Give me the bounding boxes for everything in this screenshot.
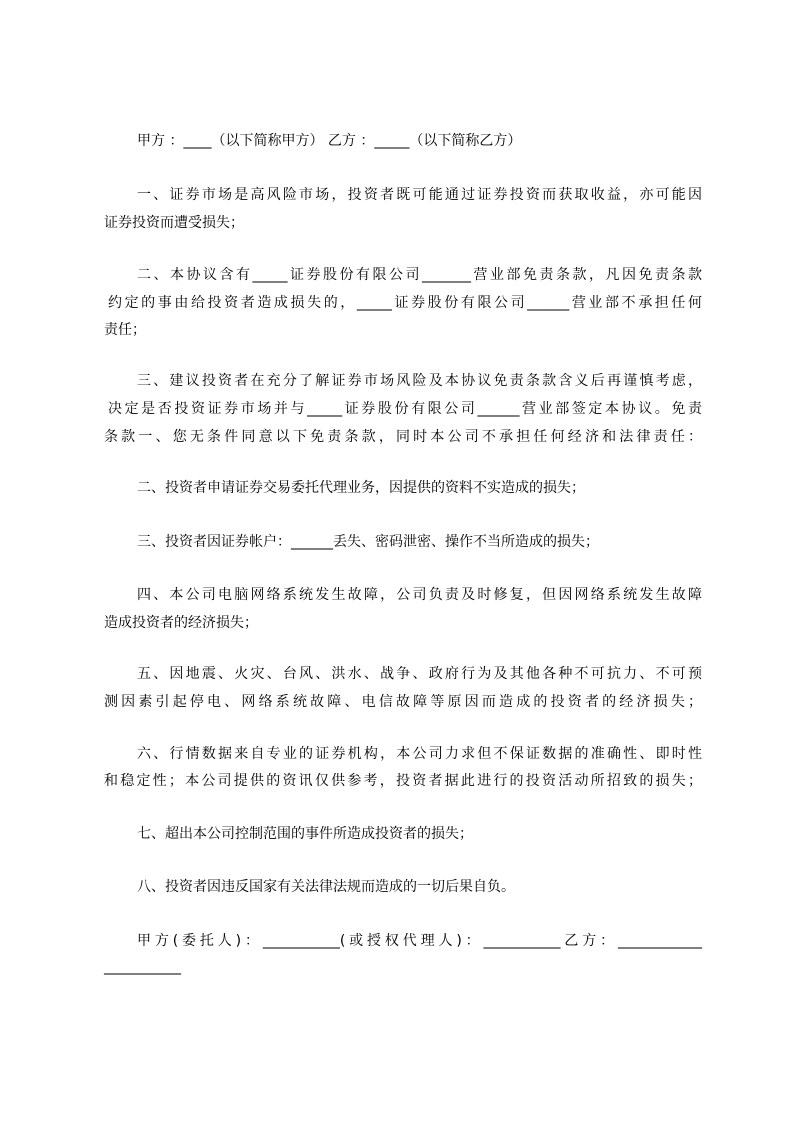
- signature-line-1: 甲方(委托人)：___________(或授权代理人)：___________乙方：____________: [137, 933, 702, 949]
- clause-7-line-1: 五、因地震、火灾、台风、洪水、战争、政府行为及其他各种不可抗力、不可预: [137, 666, 702, 682]
- clause-2-line-2: 约定的事由给投资者造成损失的，_____证券股份有限公司______营业部不承担任何: [108, 295, 702, 311]
- clause-2-line-1: 二、本协议含有_____证券股份有限公司_______营业部免责条款，凡因免责条款: [137, 267, 702, 283]
- clause-4-line-1: 二、投资者申请证券交易委托代理业务，因提供的资料不实造成的损失；: [137, 480, 585, 496]
- clause-5-line-1: 三、投资者因证券帐户：______丢失、密码泄密、操作不当所造成的损失；: [137, 534, 599, 550]
- clause-2-line-3: 责任；: [104, 322, 146, 338]
- signature-line-2: ___________: [104, 959, 181, 975]
- clause-3-line-2: 决定是否投资证券市场并与_____证券股份有限公司______营业部签定本协议。免责: [108, 401, 702, 417]
- clause-1-line-2: 证券投资而遭受损失；: [104, 215, 244, 231]
- clause-6-line-1: 四、本公司电脑网络系统发生故障，公司负责及时修复，但因网络系统发生故障: [137, 587, 702, 603]
- clause-9-line-1: 七、超出本公司控制范围的事件所造成投资者的损失；: [137, 826, 473, 842]
- clause-10-line-1: 八、投资者因违反国家有关法律法规而造成的一切后果自负。: [137, 879, 515, 895]
- clause-1-line-1: 一、证券市场是高风险市场，投资者既可能通过证券投资而获取收益，亦可能因: [137, 187, 702, 203]
- clause-8-line-2: 和稳定性；本公司提供的资讯仅供参考，投资者据此进行的投资活动所招致的损失；: [104, 773, 702, 789]
- clause-3-line-1: 三、建议投资者在充分了解证券市场风险及本协议免责条款含义后再谨慎考虑，: [137, 373, 702, 389]
- header-line: 甲方 ：____（以下简称甲方） 乙方 ：_____（以下简称乙方）: [137, 133, 522, 149]
- clause-6-line-2: 造成投资者的经济损失；: [104, 615, 258, 631]
- clause-7-line-2: 测因素引起停电、网络系统故障、电信故障等原因而造成的投资者的经济损失；: [104, 694, 702, 710]
- clause-8-line-1: 六、行情数据来自专业的证券机构，本公司力求但不保证数据的准确性、即时性: [137, 746, 702, 762]
- clause-3-line-3: 条款一、您无条件同意以下免责条款，同时本公司不承担任何经济和法律责任：: [104, 429, 702, 445]
